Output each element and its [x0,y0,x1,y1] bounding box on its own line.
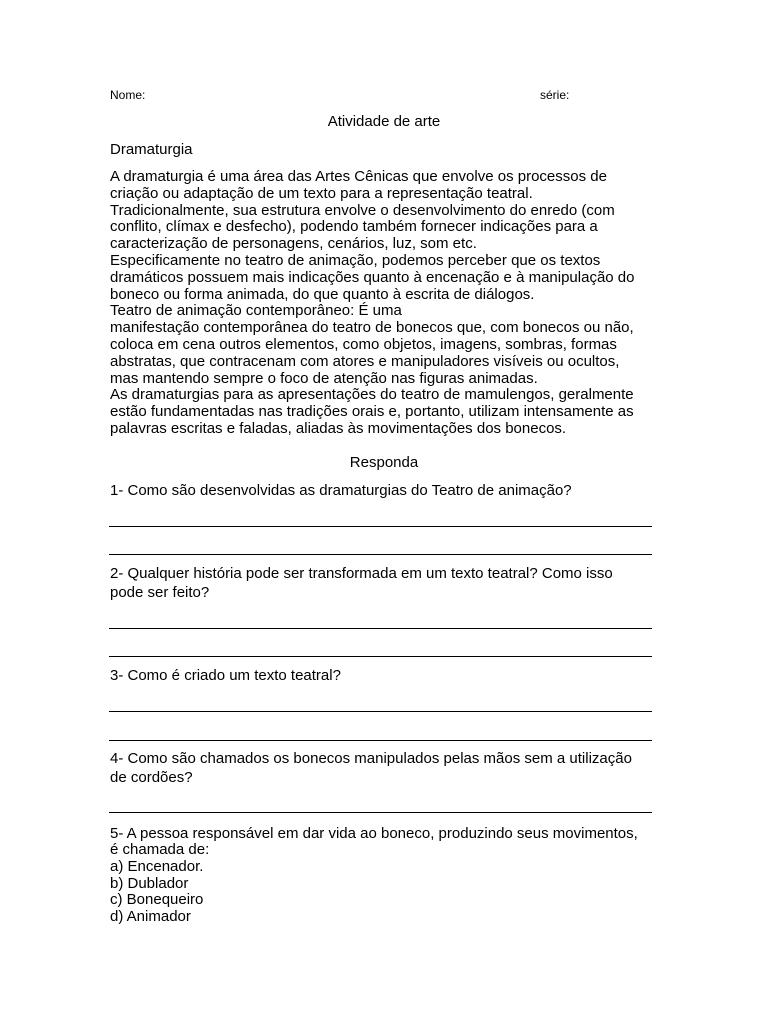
body-line: mas mantendo sempre o foco de atenção nas figuras animadas. [110,369,538,387]
page-title: Atividade de arte [327,113,441,130]
answer-line[interactable] [109,656,652,657]
body-line: As dramaturgias para as apresentações do teatro de mamulengos, geralmente [110,386,634,404]
body-line: criação ou adaptação de um texto para a representação teatral. [110,184,533,202]
body-line: caracterização de personagens, cenários, luz, som etc. [110,235,477,253]
option-a[interactable]: a) Encenador. [110,858,204,875]
body-text [110,169,635,438]
body-line: dramáticos possuem mais indicações quanto à encenação e à manipulação do [110,268,635,286]
body-line: abstratas, que contracenam com atores e manipuladores visíveis ou ocultos, [110,352,620,370]
name-label: Nome: [110,88,146,102]
answer-line[interactable] [109,812,652,813]
answer-line[interactable] [109,554,652,555]
option-d[interactable]: d) Animador [110,908,191,925]
question-5: 5- A pessoa responsável em dar vida ao boneco, produzindo seus movimentos, [110,825,638,842]
question-4-cont: de cordões? [110,769,193,786]
body-line: conflito, clímax e desfecho), podendo também fornecer indicações para a [110,218,598,236]
body-line: manifestação contemporânea do teatro de bonecos que, com bonecos ou não, [110,319,634,337]
question-3: 3- Como é criado um texto teatral? [110,667,341,684]
body-line: A dramaturgia é uma área das Artes Cênicas que envolve os processos de [110,168,607,185]
section-heading: Dramaturgia [110,141,193,158]
body-line: Teatro de animação contemporâneo: É uma [110,302,402,320]
answer-line[interactable] [109,711,652,712]
body-line: Tradicionalmente, sua estrutura envolve o desenvolvimento do enredo (com [110,201,615,219]
body-line: Especificamente no teatro de animação, podemos perceber que os textos [110,251,601,269]
grade-label: série: [540,88,570,102]
answer-line[interactable] [109,628,652,629]
answer-heading: Responda [349,454,419,471]
answer-line[interactable] [109,526,652,527]
body-line: boneco ou forma animada, do que quanto à escrita de diálogos. [110,285,535,303]
question-2-cont: pode ser feito? [110,584,210,601]
option-c[interactable]: c) Bonequeiro [110,891,204,908]
body-line: estão fundamentadas nas tradições orais e, portanto, utilizam intensamente as [110,403,634,421]
option-b[interactable]: b) Dublador [110,875,189,892]
question-4: 4- Como são chamados os bonecos manipulados pelas mãos sem a utilização [110,750,632,767]
question-1: 1- Como são desenvolvidas as dramaturgias do Teatro de animação? [110,482,572,499]
question-5-cont: é chamada de: [110,841,210,858]
answer-line[interactable] [109,740,652,741]
body-line: palavras escritas e faladas, aliadas às movimentações dos bonecos. [110,419,567,437]
question-2: 2- Qualquer história pode ser transformada em um texto teatral? Como isso [110,565,613,582]
body-line: coloca em cena outros elementos, como objetos, imagens, sombras, formas [110,335,617,353]
